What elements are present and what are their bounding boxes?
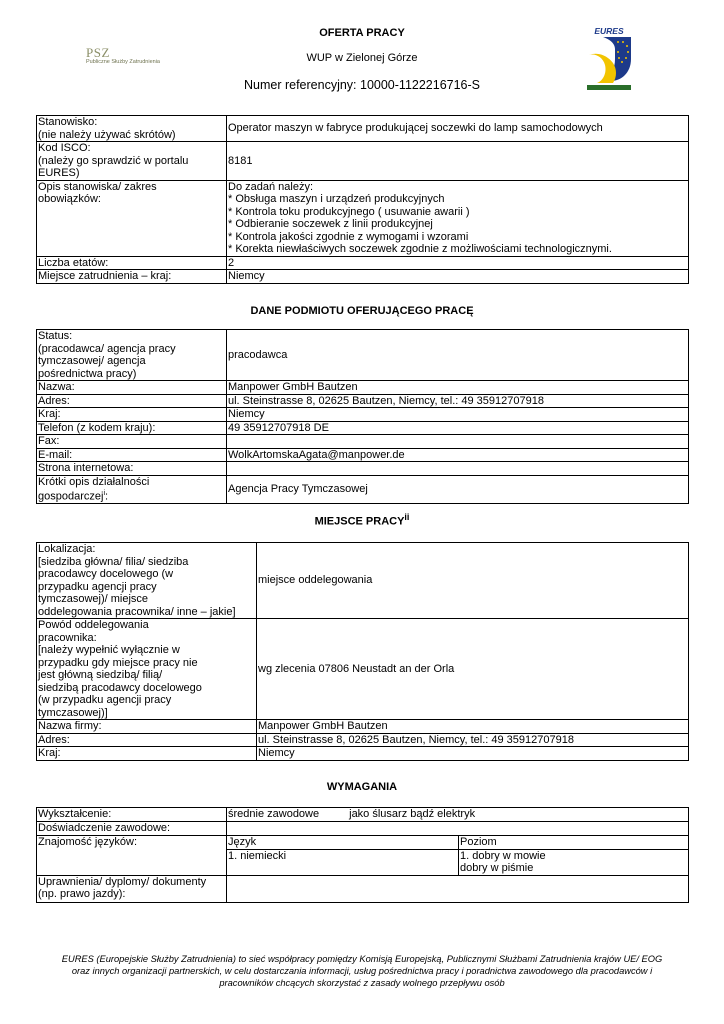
country-value: Niemcy [227, 408, 689, 422]
table-row [37, 116, 689, 142]
fax-label: Fax: [37, 435, 227, 449]
isco-value: 8181 [227, 142, 689, 181]
table-row [37, 475, 689, 504]
workplace-section-title [0, 512, 724, 528]
document-title: OFERTA PRACY [319, 27, 405, 39]
psz-logo-small: Publiczne Służby Zatrudnienia [86, 59, 160, 65]
table-row [37, 408, 689, 422]
language-column-header: Język [227, 835, 459, 849]
table-row [37, 256, 689, 270]
country-value: Niemcy [227, 270, 689, 284]
employer-section-title: DANE PODMIOTU OFERUJĄCEGO PRACĘ [250, 305, 474, 317]
psz-logo-big: PSZ [86, 45, 110, 60]
table-row [37, 394, 689, 408]
table-row [37, 733, 689, 747]
email-value: WolkArtomskaAgata@manpower.de [227, 448, 689, 462]
table-row [37, 330, 689, 381]
experience-value [227, 822, 689, 836]
address-value: ul. Steinstrasse 8, 02625 Bautzen, Niemcy, tel.: 49 35912707918 [257, 733, 689, 747]
level-column-header: Poziom [459, 835, 689, 849]
country-label: Kraj: [37, 408, 227, 422]
isco-label: Kod ISCO: (należy go sprawdzić w portalu EURES) [37, 142, 227, 181]
table-row [37, 543, 689, 619]
psz-logo [86, 46, 160, 66]
phone-value: 49 35912707918 DE [227, 421, 689, 435]
business-description-label-text: Krótki opis działalności gospodarczej [38, 475, 150, 503]
employer-table [36, 329, 689, 504]
education-note: jako ślusarz bądź elektryk [349, 808, 476, 821]
education-label: Wykształcenie: [37, 808, 227, 822]
table-row [37, 142, 689, 181]
address-label: Adres: [37, 733, 257, 747]
country-value: Niemcy [257, 747, 689, 761]
workplace-table [36, 542, 689, 761]
table-row [37, 462, 689, 476]
address-value: ul. Steinstrasse 8, 02625 Bautzen, Niemcy, tel.: 49 35912707918 [227, 394, 689, 408]
offer-table [36, 115, 689, 284]
language-1: 1. niemiecki [227, 849, 459, 875]
footnote-marker: i [103, 490, 105, 497]
table-row [37, 822, 689, 836]
description-value: Do zadań należy: * Obsługa maszyn i urządzeń produkcyjnych * Kontrola toku produkcyjnego ( usuwanie awarii ) * Odbieranie soczewek z linii produkcyjnej * Kontrola jakości zgodnie z wymogami i wzorami * Korekta niewłaściwych soczewek zgodnie z możliwościami technologicznymi. [227, 180, 689, 256]
table-row [37, 421, 689, 435]
company-name-value: Manpower GmbH Bautzen [257, 720, 689, 734]
website-label: Strona internetowa: [37, 462, 227, 476]
positions-count-label: Liczba etatów: [37, 256, 227, 270]
fax-value [227, 435, 689, 449]
status-label: Status: (pracodawca/ agencja pracy tymczasowej/ agencja pośrednictwa pracy) [37, 330, 227, 381]
email-label: E-mail: [37, 448, 227, 462]
phone-label: Telefon (z kodem kraju): [37, 421, 227, 435]
table-row [37, 619, 689, 720]
delegation-reason-value: wg zlecenia 07806 Neustadt an der Orla [257, 619, 689, 720]
status-value: pracodawca [227, 330, 689, 381]
eures-logo [583, 25, 635, 93]
table-row [37, 381, 689, 395]
business-description-label [37, 475, 227, 504]
position-label: Stanowisko: (nie należy używać skrótów) [37, 116, 227, 142]
table-row [37, 180, 689, 256]
country-label: Miejsce zatrudnienia – kraj: [37, 270, 227, 284]
business-description-value: Agencja Pracy Tymczasowej [227, 475, 689, 504]
requirements-table [36, 807, 689, 903]
table-row [37, 270, 689, 284]
positions-count-value: 2 [227, 256, 689, 270]
company-name-label: Nazwa firmy: [37, 720, 257, 734]
delegation-reason-label: Powód oddelegowania pracownika: [należy wypełnić wyłącznie w przypadku gdy miejsce pracy nie jest główną siedzibą/ filią/ siedzibą pracodawcy docelowego (w przypadku agencji pracy tymczasowej)] [37, 619, 257, 720]
experience-label: Doświadczenie zawodowe: [37, 822, 227, 836]
education-value-cell [227, 808, 689, 822]
education-value: średnie zawodowe [228, 808, 320, 821]
country-label: Kraj: [37, 747, 257, 761]
location-label: Lokalizacja: [siedziba główna/ filia/ siedziba pracodawcy docelowego (w przypadku agencji pracy tymczasowej)/ miejsce oddelegowania pracownika/ inne – jakie] [37, 543, 257, 619]
office-name: WUP w Zielonej Górze [306, 52, 418, 64]
label-colon: : [105, 490, 109, 503]
licenses-value [227, 875, 689, 902]
footnote-marker: ii [404, 512, 410, 522]
table-row [37, 747, 689, 761]
eures-logo-text: EURES [594, 26, 624, 36]
table-row [37, 808, 689, 822]
address-label: Adres: [37, 394, 227, 408]
position-value: Operator maszyn w fabryce produkującej soczewki do lamp samochodowych [227, 116, 689, 142]
workplace-title-text: MIEJSCE PRACY [314, 515, 405, 528]
table-row [37, 875, 689, 902]
website-value [227, 462, 689, 476]
table-row [37, 720, 689, 734]
description-label: Opis stanowiska/ zakres obowiązków: [37, 180, 227, 256]
licenses-label: Uprawnienia/ dyplomy/ dokumenty (np. prawo jazdy): [37, 875, 227, 902]
name-label: Nazwa: [37, 381, 227, 395]
location-value: miejsce oddelegowania [257, 543, 689, 619]
level-1: 1. dobry w mowie dobry w piśmie [459, 849, 689, 875]
table-row [37, 835, 689, 849]
table-row [37, 448, 689, 462]
footer-note: EURES (Europejskie Służby Zatrudnienia) to sieć współpracy pomiędzy Komisją Europejską, Publicznymi Służbami Zatrudnienia krajów UE/ EOG oraz innych organizacji partnerskich, w celu dostarczania informacji, usług pośrednictwa pracy i poradnictwa zawodowego dla pracodawców i pracowników chcących skorzystać z zasady wolnego przepływu osób [61, 954, 663, 988]
languages-label: Znajomość języków: [37, 835, 227, 875]
reference-number: Numer referencyjny: 10000-1122216716-S [243, 78, 481, 92]
requirements-section-title: WYMAGANIA [326, 781, 398, 793]
name-value: Manpower GmbH Bautzen [227, 381, 689, 395]
table-row [37, 435, 689, 449]
